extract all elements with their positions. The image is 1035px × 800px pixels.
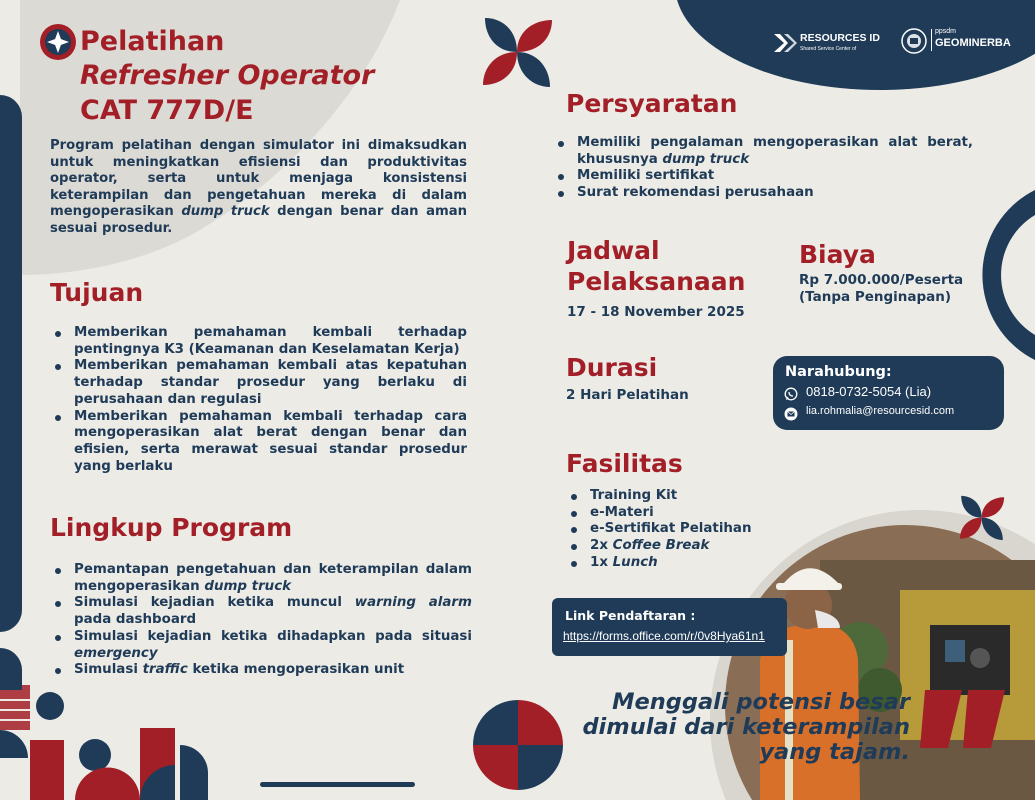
jadwal-heading-1: Jadwal bbox=[567, 236, 660, 265]
jadwal-heading-2: Pelaksanaan bbox=[567, 267, 746, 296]
lingkup-item-3-text: Simulasi kejadian ketika dihadapkan pada situasi bbox=[74, 628, 472, 644]
list-item bbox=[566, 505, 766, 522]
logo-divider bbox=[931, 29, 932, 51]
quote-line-2: dimulai dari keterampilan bbox=[582, 714, 910, 740]
list-item bbox=[553, 168, 973, 185]
fasilitas-item-1: Training Kit bbox=[590, 488, 678, 503]
registration-link[interactable]: https://forms.office.com/r/0v8Hya61n1 bbox=[563, 629, 765, 643]
resources-id-logo-subtext: Shared Service Center of bbox=[800, 46, 857, 52]
geominerba-emblem-icon bbox=[901, 28, 927, 54]
lingkup-item-2-italic: warning alarm bbox=[354, 595, 472, 611]
fasilitas-heading: Fasilitas bbox=[566, 449, 683, 478]
list-item bbox=[553, 185, 973, 202]
registration-label: Link Pendaftaran : bbox=[565, 608, 696, 623]
biaya-price: Rp 7.000.000/Peserta bbox=[799, 272, 964, 288]
tujuan-item-1: Memberikan pemahaman kembali terhadap pentingnya K3 (Keamanan dan Keselamatan Kerja) bbox=[74, 325, 467, 357]
tujuan-item-2: Memberikan pemahaman kembali atas kepatuhan terhadap standar prosedur yang berlaku di perusahaan dan regulasi bbox=[74, 358, 467, 407]
tagline-quote bbox=[540, 690, 910, 765]
persyaratan-item-1-italic: dump truck bbox=[662, 151, 750, 167]
list-item bbox=[50, 409, 467, 476]
geominerba-logo bbox=[901, 26, 1021, 58]
fasilitas-list bbox=[566, 488, 766, 572]
contact-phone-link[interactable]: 0818-0732-5054 (Lia) bbox=[806, 384, 932, 399]
tujuan-item-3: Memberikan pemahaman kembali terhadap cara mengoperasikan alat berat dengan benar dan efisien, serta merawat sesuai standar prosedur yang berlaku bbox=[74, 408, 467, 474]
durasi-heading: Durasi bbox=[566, 353, 658, 382]
intro-text-2: dengan benar dan aman sesuai prosedur. bbox=[50, 204, 467, 236]
jadwal-date: 17 - 18 November 2025 bbox=[567, 304, 745, 320]
contact-heading: Narahubung: bbox=[785, 364, 892, 380]
list-item bbox=[50, 325, 467, 358]
fasilitas-item-4-italic: Coffee Break bbox=[612, 538, 710, 554]
lingkup-item-4-text: Simulasi bbox=[74, 662, 143, 678]
list-item bbox=[50, 629, 472, 662]
lingkup-list bbox=[50, 562, 472, 679]
list-item bbox=[50, 358, 467, 408]
intro-text-italic: dump truck bbox=[181, 204, 270, 220]
fasilitas-item-4-text: 2x bbox=[590, 538, 613, 554]
small-propeller-icon bbox=[958, 494, 1006, 542]
list-item bbox=[566, 521, 766, 538]
list-item bbox=[50, 662, 472, 679]
mail-icon bbox=[784, 406, 798, 420]
intro-text-1: Program pelatihan dengan simulator ini dimaksudkan untuk meningkatkan efisiensi dan produktivitas operator, serta untuk menjaga konsistensi keterampilan dan pengetahuan mereka di dalam mengoperasikan bbox=[50, 138, 467, 220]
persyaratan-heading: Persyaratan bbox=[566, 89, 738, 118]
lingkup-item-1-text: Pemantapan pengetahuan dan keterampilan dalam mengoperasikan bbox=[74, 562, 472, 594]
fasilitas-item-5-italic: Lunch bbox=[612, 554, 658, 570]
geominerba-text: GEOMINERBA bbox=[935, 37, 1011, 49]
intro-paragraph bbox=[50, 138, 467, 238]
title-line-3: CAT 777D/E bbox=[80, 95, 254, 126]
biaya-note: (Tanpa Penginapan) bbox=[799, 289, 952, 305]
title-line-1: Pelatihan bbox=[80, 26, 225, 57]
resources-id-logo bbox=[772, 30, 887, 58]
quote-line-3: yang tajam. bbox=[759, 739, 910, 765]
persyaratan-list bbox=[553, 135, 973, 202]
list-item bbox=[50, 562, 472, 595]
durasi-value: 2 Hari Pelatihan bbox=[566, 387, 689, 403]
persyaratan-item-3: Surat rekomendasi perusahaan bbox=[577, 185, 814, 201]
lingkup-item-2-text: Simulasi kejadian ketika muncul bbox=[74, 595, 355, 611]
fasilitas-item-2: e-Materi bbox=[590, 504, 654, 520]
resources-id-logo-icon bbox=[772, 32, 798, 54]
contact-box bbox=[773, 356, 1004, 430]
fasilitas-item-3: e-Sertifikat Pelatihan bbox=[590, 521, 752, 537]
list-item bbox=[566, 555, 766, 572]
lingkup-heading: Lingkup Program bbox=[50, 513, 293, 542]
quote-line-1: Menggali potensi besar bbox=[612, 689, 910, 715]
persyaratan-item-1-text: Memiliki pengalaman mengoperasikan alat berat, khususnya bbox=[577, 135, 973, 167]
lingkup-item-3-italic: emergency bbox=[74, 645, 158, 661]
list-item bbox=[566, 538, 766, 555]
whatsapp-icon bbox=[784, 386, 798, 400]
propeller-logo-icon bbox=[480, 15, 555, 90]
lingkup-item-4-tail: ketika mengoperasikan unit bbox=[187, 662, 405, 678]
fasilitas-item-5-text: 1x bbox=[590, 554, 613, 570]
persyaratan-item-2: Memiliki sertifikat bbox=[577, 168, 715, 184]
lingkup-item-4-italic: traffic bbox=[142, 662, 188, 678]
biaya-heading: Biaya bbox=[799, 240, 876, 269]
lingkup-item-1-italic: dump truck bbox=[204, 578, 292, 594]
pelatihan-logo-icon bbox=[40, 24, 76, 60]
list-item bbox=[553, 135, 973, 168]
title-line-2: Refresher Operator bbox=[80, 60, 375, 91]
resources-id-logo-text: RESOURCES ID bbox=[800, 32, 880, 44]
contact-email-link[interactable]: lia.rohmalia@resourcesid.com bbox=[806, 405, 955, 417]
lingkup-item-2-tail: pada dashboard bbox=[74, 612, 197, 628]
list-item bbox=[50, 595, 472, 628]
registration-box bbox=[552, 598, 787, 656]
tujuan-heading: Tujuan bbox=[50, 278, 144, 307]
ppsdm-text: ppsdm bbox=[935, 28, 957, 35]
list-item bbox=[566, 488, 766, 505]
tujuan-list bbox=[50, 325, 467, 475]
